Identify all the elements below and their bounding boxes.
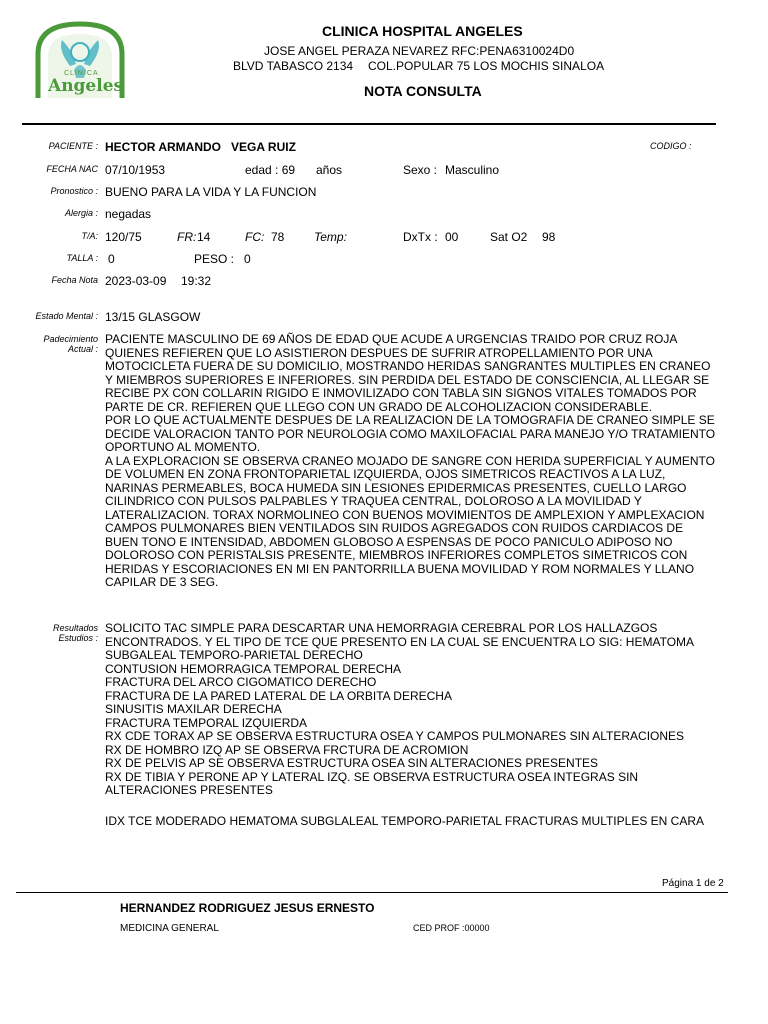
fr-value: 14 <box>197 230 211 244</box>
clinic-name: CLINICA HOSPITAL ANGELES <box>322 23 523 39</box>
talla-value: 0 <box>108 252 115 266</box>
fc-label: FC: <box>245 230 265 244</box>
padecimiento-label-line1: Padecimiento <box>43 334 98 344</box>
resultados-label-line2: Estudios : <box>58 633 98 643</box>
anos-label: años <box>316 163 343 177</box>
ced-prof: CED PROF :00000 <box>413 923 490 933</box>
resultados-text: SOLICITO TAC SIMPLE PARA DESCARTAR UNA HEMORRAGIA CEREBRAL POR LOS HALLAZGOS ENCONTRADOS. Y EL TIPO DE TCE QUE PRESENTO EN LA CUAL SE ENCUENTRA LO SIG: HEMATOMA SUBGALEAL TEMPORO-PARIETAL DERECHO CONTUSION HEMORRAGICA TEMPORAL DERECHA FRACTURA DEL ARCO CIGOMATICO DERECHO FRACTURA DE LA PARED LATERAL DE LA ORBITA DERECHA SINUSITIS MAXILAR DERECHA FRACTURA TEMPORAL IZQUIERDA RX CDE TORAX AP SE OBSERVA ESTRUCTURA OSEA Y CAMPOS PULMONARES SIN ALTERACIONES RX DE HOMBRO IZQ AP SE OBSERVA FRCTURA DE ACROMION RX DE PELVIS AP SE OBSERVA ESTRUCTURA OSEA SIN ALTERACIONES PRESENTES RX DE TIBIA Y PERONE AP Y LATERAL IZQ. SE OBSERVA ESTRUCTURA OSEA INTEGRAS SIN ALTERACIONES PRESENTES <box>105 621 695 797</box>
pronostico-value: BUENO PARA LA VIDA Y LA FUNCION <box>105 185 317 199</box>
logo-top-text: CLINICA <box>64 70 99 77</box>
sexo-value: Masculino <box>445 163 500 177</box>
peso-label: PESO : <box>194 252 235 266</box>
ta-value: 120/75 <box>105 230 142 244</box>
footer-divider <box>16 892 728 893</box>
estado-mental-value: 13/15 GLASGOW <box>105 310 201 324</box>
header-address-street: BLVD TABASCO 2134 <box>233 59 354 73</box>
document-title: NOTA CONSULTA <box>364 83 482 99</box>
header-divider <box>22 123 716 125</box>
sat-label: Sat O2 <box>490 230 528 244</box>
fecha-nota-date: 2023-03-09 <box>105 274 167 288</box>
fecha-nota-time: 19:32 <box>181 274 212 288</box>
edad-label: edad : 69 <box>245 163 296 177</box>
padecimiento-text: PACIENTE MASCULINO DE 69 AÑOS DE EDAD QUE ACUDE A URGENCIAS TRAIDO POR CRUZ ROJA QUIENES REFIEREN QUE LO ASISTIERON DESPUES DE SUFRIR ATROPELLAMIENTO POR UNA MOTOCICLETA FUERA DE SU DOMICILIO, MOSTRANDO HERIDAS SANGRANTES MULTIPLES EN CRANEO Y MIEMBROS SUPERIORES E INFERIORES. SIN PERDIDA DEL ESTADO DE CONSCIENCIA, AL LLEGAR SE RECIBE PX CON COLLARIN RIGIDO E INMOVILIZADO CON TABLA SIN SIGNOS VITALES TOMADOS POR PARTE DE CR. REFIEREN QUE LLEGO CON UN GRADO DE ALCOHOLIZACION CONSIDERABLE. POR LO QUE ACTUALMENTE DESPUES DE LA REALIZACION DE LA TOMOGRAFIA DE CRANEO SIMPLE SE DECIDE VALORACION TANTO POR NEUROLOGIA COMO MAXILOFACIAL PARA MANEJO Y/O TRATAMIENTO OPORTUNO AL MOMENTO. A LA EXPLORACION SE OBSERVA CRANEO MOJADO DE SANGRE CON HERIDA SUPERFICIAL Y AUMENTO DE VOLUMEN EN ZONA FRONTOPARIETAL IZQUIERDA, OJOS SIMETRICOS REACTIVOS A LA LUZ, NARINAS PERMEABLES, BOCA HUMEDA SIN LESIONES EPIDERMICAS PRESENTES, CUELLO LARGO CILINDRICO CON PULSOS PALPABLES Y TRAQUEA CENTRAL, DOLOROSO A LA MOVILIDAD Y LATERALIZACION. TORAX NORMOLINEO CON BUENOS MOVIMIENTOS DE AMPLEXION Y AMPLEXACION CAMPOS PULMONARES BIEN VENTILADOS SIN RUIDOS AGREGADOS CON RUIDOS CARDIACOS DE BUEN TONO E INTENSIDAD, ABDOMEN GLOBOSO A ESPENSAS DE POCO PANICULO ADIPOSO NO DOLOROSO CON PERISTALSIS PRESENTE, MIEMBROS INFERIORES COMPLETOS SIMETRICOS CON HERIDAS Y ESCORIACIONES EN MI EN PANTORRILLA BUENA MOVILIDAD Y ROM NORMALES Y LLANO CAPILAR DE 3 SEG. <box>105 332 716 589</box>
peso-value: 0 <box>244 252 251 266</box>
alergia-label: Alergia : <box>64 208 98 218</box>
paciente-value: HECTOR ARMANDO VEGA RUIZ <box>105 140 296 154</box>
doctor-name: HERNANDEZ RODRIGUEZ JESUS ERNESTO <box>120 901 375 915</box>
ta-label: T/A: <box>81 231 98 241</box>
logo-main-text: Angeles <box>48 76 124 96</box>
estado-mental-label: Estado Mental : <box>35 311 98 321</box>
dxtx-value: 00 <box>445 230 459 244</box>
sat-value: 98 <box>542 230 556 244</box>
idx-diagnosis: IDX TCE MODERADO HEMATOMA SUBGLALEAL TEMPORO-PARIETAL FRACTURAS MULTIPLES EN CARA <box>105 814 705 828</box>
fc-value: 78 <box>271 230 285 244</box>
resultados-label-line1: Resultados <box>52 623 98 633</box>
fecha-nota-label: Fecha Nota <box>51 275 98 285</box>
header-owner-rfc: JOSE ANGEL PERAZA NEVAREZ RFC:PENA6310024D0 <box>264 44 575 58</box>
page-number: Página 1 de 2 <box>662 878 724 889</box>
fecha-nac-label: FECHA NAC <box>46 164 98 174</box>
fr-label: FR: <box>177 230 197 244</box>
alergia-value: negadas <box>105 207 152 221</box>
fecha-nac-value: 07/10/1953 <box>105 163 166 177</box>
padecimiento-label-line2: Actual : <box>67 344 98 354</box>
temp-label: Temp: <box>314 230 347 244</box>
dxtx-label: DxTx : <box>403 230 438 244</box>
doctor-specialty: MEDICINA GENERAL <box>120 923 219 934</box>
paciente-label: PACIENTE : <box>48 141 98 151</box>
clinic-logo <box>28 20 132 100</box>
talla-label: TALLA : <box>66 253 98 263</box>
pronostico-label: Pronostico : <box>50 186 98 196</box>
codigo-label: CODIGO : <box>650 141 692 151</box>
header-address-col: COL.POPULAR 75 LOS MOCHIS SINALOA <box>368 59 605 73</box>
sexo-label: Sexo : <box>403 163 438 177</box>
